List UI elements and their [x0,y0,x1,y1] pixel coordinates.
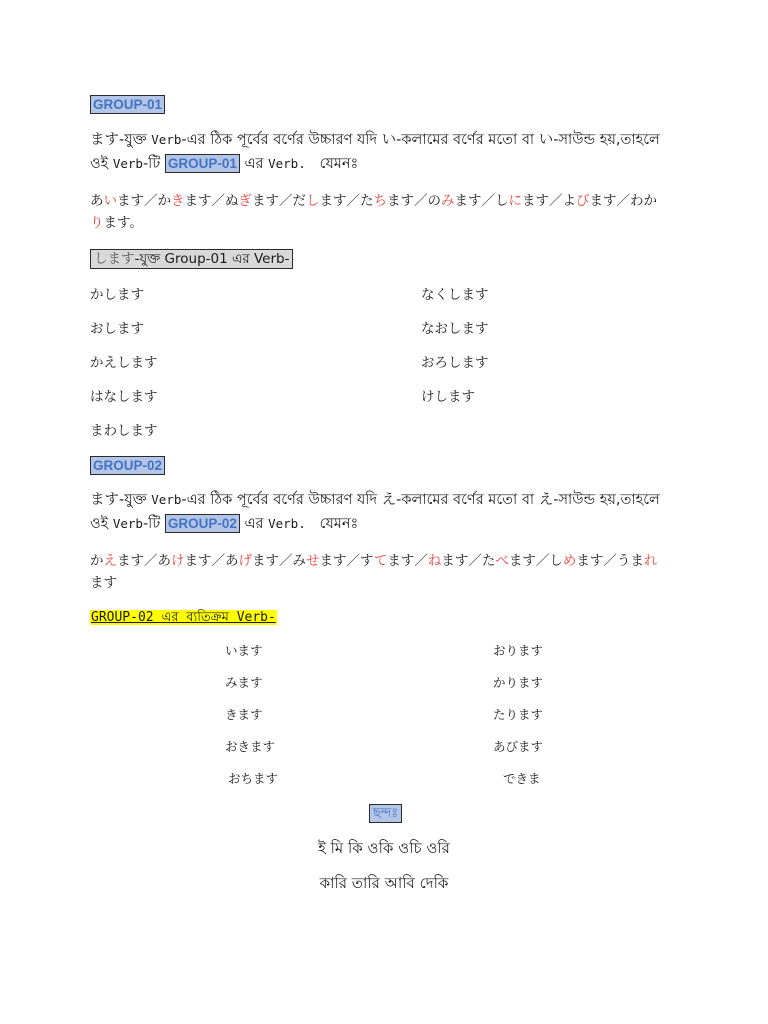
exception-right-2: たります [493,707,544,722]
group02-examples-line1: かえます／あけます／あげます／みせます／すてます／ねます／たべます／しめます／うまれ [90,553,658,569]
exception-left-4: おちます [228,771,279,786]
exception-left-2: きます [225,707,263,722]
exception-left-3: おきます [225,739,276,754]
group01-inline-tag: GROUP-01 [165,154,240,173]
shimasu-right-3: けします [421,389,475,405]
group01-desc-line1: ます-যুক্ত Verb-এর ঠিক পূর্বের বর্ণের উচ্চারণ যদি い-কলামের বর্ণের মতো বা い-সাউন্ড হয়,তাহলে [90,132,660,148]
group02-tag: GROUP-02 [90,456,165,475]
exceptions-tag: GROUP-02 এর ব্যতিক্রম Verb- [91,610,276,625]
group01-examples-line1: あいます／かきます／ぬぎます／だします／たちます／のみます／しにます／よびます／わか [90,193,657,209]
group01-examples-line2: ります。 [90,215,143,231]
shimasu-left-2: かえします [90,355,158,371]
exception-right-1: かります [493,675,544,690]
masu-text: ます [90,132,119,148]
group02-desc-line1: ます-যুক্ত Verb-এর ঠিক পূর্বের বর্ণের উচ্চারণ যদি え-কলামের বর্ণের মতো বা え-সাউন্ড হয়,তাহলে [90,492,660,508]
exception-right-0: おります [493,643,544,658]
shimasu-left-1: おします [90,321,144,337]
rhyme-tag: ছন্দঃ [369,804,402,823]
rhyme-line1: ই মি কি ওকি ওচি ওরি [318,839,450,857]
shimasu-right-2: おろします [421,355,489,371]
shimasu-right-1: なおします [421,321,489,337]
shimasu-left-3: はなします [90,389,158,405]
exception-right-3: あびます [493,739,544,754]
exception-left-0: います [225,643,263,658]
exception-left-1: みます [225,675,263,690]
rhyme-line2: কারি তারি আবি দেকি [319,874,449,892]
exception-right-4: できま [503,771,541,786]
shimasu-right-0: なくします [421,287,489,303]
group02-inline-tag: GROUP-02 [165,514,240,533]
group01-tag: GROUP-01 [90,95,165,114]
shimasu-left-4: まわします [90,423,158,439]
group02-desc-line2: ওই Verb-টি GROUP-02 এর Verb. যেমনঃ [90,516,359,532]
group02-examples-line2: ます [90,575,117,591]
shimasu-tag: します-যুক্ত Group-01 এর Verb- [90,249,293,269]
shimasu-left-0: かします [90,287,144,303]
group01-desc-line2: ওই Verb-টি GROUP-01 এর Verb. যেমনঃ [90,156,359,172]
